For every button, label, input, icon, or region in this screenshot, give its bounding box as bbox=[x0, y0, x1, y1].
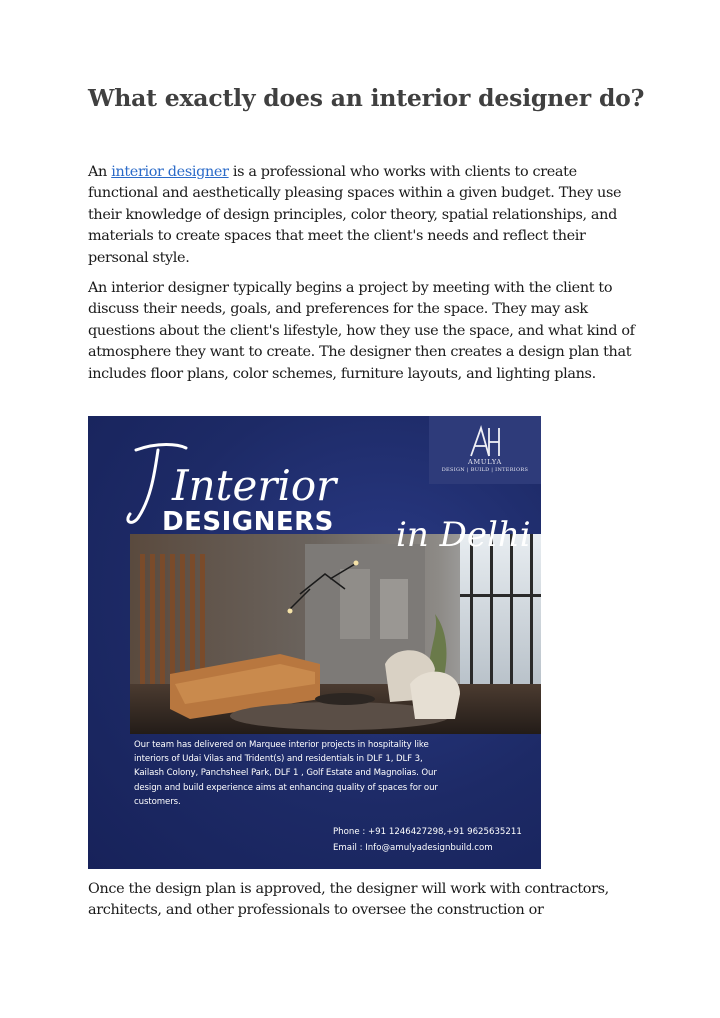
poster-contact bbox=[333, 824, 522, 856]
amulya-logo bbox=[429, 416, 541, 484]
title-bold: DESIGNERS bbox=[162, 507, 334, 537]
poster-phone: Phone : +91 1246427298,+91 9625635211 bbox=[333, 827, 522, 837]
intro-paragraph bbox=[88, 162, 648, 269]
logo-tagline: DESIGN | BUILD | INTERIORS bbox=[441, 467, 529, 473]
article-heading: What exactly does an interior designer do? bbox=[88, 84, 645, 112]
poster-caption: Our team has delivered on Marquee interior projects in hospitality like interiors of Udai Vilas and Trident(s) and residentials in DLF 1, DLF 3, Kailash Colony, Panchsheel Park, DLF 1 , Golf Estate and Magnolias. Our design and build experience aims at enhancing quality of spaces for our customers. bbox=[134, 740, 438, 807]
intro-prefix: An bbox=[88, 164, 112, 180]
title-script-1: Interior bbox=[172, 461, 337, 510]
poster-email: Email : Info@amulyadesignbuild.com bbox=[333, 843, 493, 853]
logo-name: AMULYA bbox=[467, 458, 502, 466]
intro-suffix: is a professional who works with clients to create functional and aesthetically pleasing spaces within a given budget. They use their knowledge of design principles, color theory, spatial relationships, and materials to create spaces that meet the client's needs and reflect their personal style. bbox=[88, 164, 622, 266]
interior-designer-link[interactable]: interior designer bbox=[111, 164, 229, 180]
living-room-photo bbox=[130, 534, 541, 734]
amulya-monogram-icon bbox=[467, 424, 503, 458]
title-script-2: in Delhi bbox=[396, 515, 531, 555]
construction-paragraph: Once the design plan is approved, the designer will work with contractors, architects, and other professionals to oversee the construction or bbox=[88, 881, 609, 919]
process-paragraph: An interior designer typically begins a project by meeting with the client to discuss their needs, goals, and preferences for the space. They may ask questions about the client's lifestyle, how they use the space, and what kind of atmosphere they want to create. The designer then creates a design plan that includes floor plans, color schemes, furniture layouts, and lighting plans. bbox=[88, 280, 635, 382]
interior-designers-poster bbox=[88, 416, 541, 869]
